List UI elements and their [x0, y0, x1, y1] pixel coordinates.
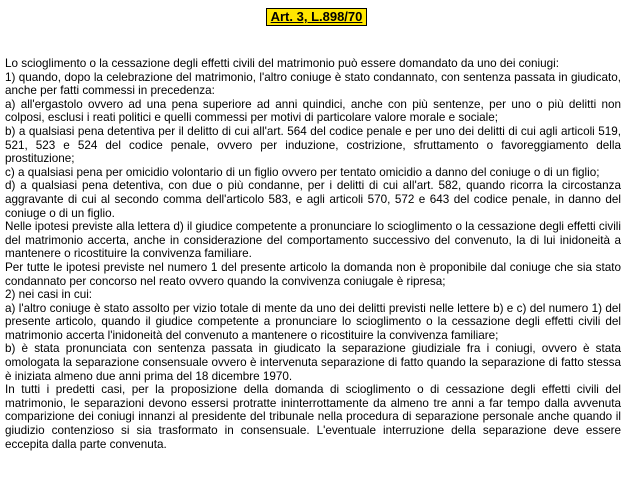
- paragraph: d) a qualsiasi pena detentiva, con due o più condanne, per i delitti di cui all'art. 582, quando ricorra la circostanza aggravante di cui al secondo comma dell'articolo 583, e agli articoli 570, 572 e 643 del codice penale, in danno del coniuge o di un figlio.: [5, 179, 621, 220]
- paragraph: Per tutte le ipotesi previste nel numero 1 del presente articolo la domanda non è proponibile dal coniuge che sia stato condannato per concorso nel reato ovvero quando la convivenza coniugale è ripresa;: [5, 260, 621, 288]
- paragraph: 1) quando, dopo la celebrazione del matrimonio, l'altro coniuge è stato condannato, con sentenza passata in giudicato, anche per fatti commessi in precedenza:: [5, 70, 621, 98]
- paragraph: Lo scioglimento o la cessazione degli effetti civili del matrimonio può essere domandato da uno dei coniugi:: [5, 57, 559, 70]
- paragraph: b) a qualsiasi pena detentiva per il delitto di cui all'art. 564 del codice penale e per uno dei delitti di cui agli articoli 519, 521, 523 e 524 del codice penale, ovvero per induzione, costrizione, sfruttamento o favoreggiamento della prostituzione;: [5, 124, 621, 166]
- paragraph: a) all'ergastolo ovvero ad una pena superiore ad anni quindici, anche con più sentenze, per uno o più delitti non colposi, esclusi i reati politici e quelli commessi per motivi di particolare valore morale e sociale;: [5, 97, 621, 125]
- paragraph: c) a qualsiasi pena per omicidio volontario di un figlio ovvero per tentato omicidio a danno del coniuge o di un figlio;: [5, 165, 600, 179]
- paragraph: In tutti i predetti casi, per la proposizione della domanda di scioglimento o di cessazione degli effetti civili del matrimonio, le separazioni devono essersi protratte ininterrottamente da almeno tre anni a far tempo dalla avvenuta comparizione dei coniugi innanzi al presidente del tribunale nella procedura di separazione personale anche quando il giudizio contenzioso si sia trasformato in consensuale. L'eventuale interruzione della separazione deve essere eccepita dalla parte convenuta.: [5, 383, 621, 451]
- paragraph: 2) nei casi in cui:: [5, 288, 93, 302]
- article-title: Art. 3, L.898/70: [266, 8, 368, 26]
- paragraph: Nelle ipotesi previste alla lettera d) il giudice competente a pronunciare lo scioglimento o la cessazione degli effetti civili del matrimonio accerta, anche in considerazione del comportamento successivo del convenuto, la di lui inidoneità a mantenere o ricostituire la convivenza familiare.: [5, 220, 621, 261]
- article-body: [5, 57, 621, 451]
- paragraph: a) l'altro coniuge è stato assolto per vizio totale di mente da uno dei delitti previsti nelle lettere b) e c) del numero 1) del presente articolo, quando il giudice competente a pronunciare lo scioglimento o la cessazione degli effetti civili del matrimonio accerta l'inidoneità del convenuto a mantenere o ricostituire la convivenza familiare;: [5, 301, 621, 342]
- paragraph: b) è stata pronunciata con sentenza passata in giudicato la separazione giudiziale fra i coniugi, ovvero è stata omologata la separazione consensuale ovvero è intervenuta separazione di fatto quando la separazione di fatto stessa è iniziata almeno due anni prima del 18 dicembre 1970.: [5, 342, 621, 383]
- title-container: [0, 8, 633, 26]
